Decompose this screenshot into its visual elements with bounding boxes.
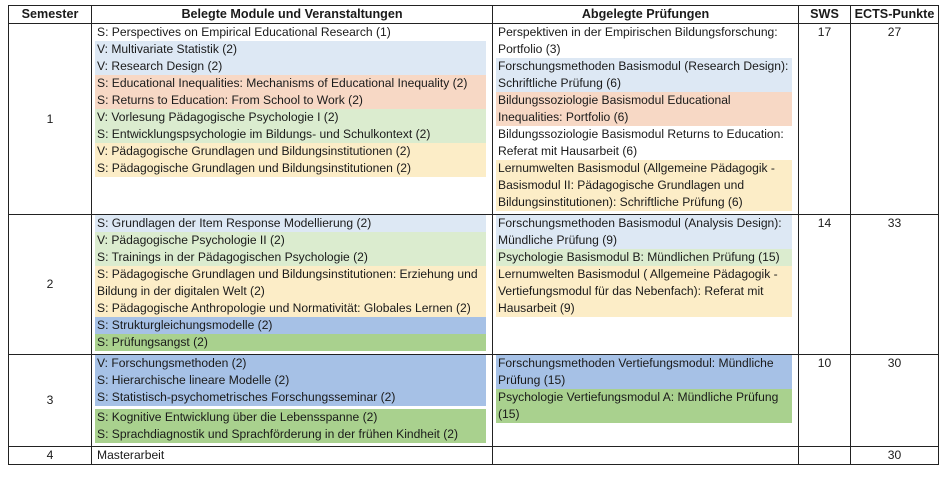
module-item: S: Sprachdiagnostik und Sprachförderung in der frühen Kindheit (2) (95, 426, 486, 443)
module-item: V: Multivariate Statistik (2) (95, 41, 486, 58)
modules-cell (92, 355, 493, 447)
module-item: Masterarbeit (97, 448, 165, 462)
sws-cell: 17 (799, 24, 851, 215)
semester-cell: 1 (9, 24, 92, 215)
exam-item: Forschungsmethoden Basismodul (Analysis Design): Mündliche Prüfung (9) (496, 215, 792, 249)
module-item: V: Forschungsmethoden (2) (95, 355, 486, 372)
table-row (9, 24, 939, 215)
module-item: S: Statistisch-psychometrisches Forschungsseminar (2) (95, 389, 486, 406)
module-item: S: Prüfungsangst (2) (95, 334, 486, 351)
module-item: S: Grundlagen der Item Response Modellierung (2) (95, 215, 486, 232)
table-row (9, 355, 939, 447)
module-item: S: Pädagogische Grundlagen und Bildungsinstitutionen: Erziehung und Bildung in der digitalen Welt (2) (95, 266, 486, 300)
module-item: S: Pädagogische Grundlagen und Bildungsinstitutionen (2) (95, 160, 486, 177)
exam-item: Perspektiven in der Empirischen Bildungsforschung: Portfolio (3) (496, 24, 792, 58)
ects-cell: 30 (851, 355, 939, 447)
module-item: S: Perspectives on Empirical Educational Research (1) (95, 24, 486, 41)
study-plan-table (8, 5, 939, 465)
exam-item: Forschungsmethoden Vertiefungsmodul: Mündliche Prüfung (15) (496, 355, 792, 389)
ects-cell: 33 (851, 215, 939, 355)
header-modules: Belegte Module und Veranstaltungen (92, 6, 493, 24)
header-ects: ECTS-Punkte (851, 6, 939, 24)
module-item: S: Kognitive Entwicklung über die Lebensspanne (2) (95, 409, 486, 426)
modules-cell (92, 447, 493, 465)
module-item: S: Educational Inequalities: Mechanisms of Educational Inequality (2) (95, 75, 486, 92)
header-row (9, 6, 939, 24)
exams-cell (493, 215, 799, 355)
module-item: S: Strukturgleichungsmodelle (2) (95, 317, 486, 334)
exam-item: Lernumwelten Basismodul ( Allgemeine Pädagogik - Vertiefungsmodul für das Nebenfach): Referat mit Hausarbeit (9) (496, 266, 792, 317)
exam-item: Psychologie Vertiefungsmodul A: Mündliche Prüfung (15) (496, 389, 792, 423)
table-row (9, 447, 939, 465)
exam-item: Psychologie Basismodul B: Mündlichen Prüfung (15) (496, 249, 792, 266)
exam-item: Lernumwelten Basismodul (Allgemeine Pädagogik - Basismodul II: Pädagogische Grundlagen und Bildungsinstitutionen): Schriftliche Prüfung (6) (496, 160, 792, 211)
exams-cell (493, 24, 799, 215)
module-item: S: Hierarchische lineare Modelle (2) (95, 372, 486, 389)
module-item: S: Pädagogische Anthropologie und Normativität: Globales Lernen (2) (95, 300, 486, 317)
semester-cell: 2 (9, 215, 92, 355)
exams-cell (493, 447, 799, 465)
module-item: V: Pädagogische Grundlagen und Bildungsinstitutionen (2) (95, 143, 486, 160)
header-semester: Semester (9, 6, 92, 24)
header-exams: Abgelegte Prüfungen (493, 6, 799, 24)
module-item: V: Research Design (2) (95, 58, 486, 75)
sws-cell: 10 (799, 355, 851, 447)
module-item: S: Entwicklungspsychologie im Bildungs- und Schulkontext (2) (95, 126, 486, 143)
modules-cell (92, 24, 493, 215)
exam-item: Bildungssoziologie Basismodul Returns to Education: Referat mit Hausarbeit (6) (496, 126, 792, 160)
sws-cell (799, 447, 851, 465)
semester-cell: 4 (9, 447, 92, 465)
exam-item: Forschungsmethoden Basismodul (Research Design): Schriftliche Prüfung (6) (496, 58, 792, 92)
exam-item: Bildungssoziologie Basismodul Educational Inequalities: Portfolio (6) (496, 92, 792, 126)
module-item: V: Vorlesung Pädagogische Psychologie I (2) (95, 109, 486, 126)
semester-cell: 3 (9, 355, 92, 447)
module-item: S: Returns to Education: From School to Work (2) (95, 92, 486, 109)
ects-cell: 27 (851, 24, 939, 215)
header-sws: SWS (799, 6, 851, 24)
exams-cell (493, 355, 799, 447)
module-item: V: Pädagogische Psychologie II (2) (95, 232, 486, 249)
ects-cell: 30 (851, 447, 939, 465)
sws-cell: 14 (799, 215, 851, 355)
module-item: S: Trainings in der Pädagogischen Psychologie (2) (95, 249, 486, 266)
modules-cell (92, 215, 493, 355)
table-row (9, 215, 939, 355)
